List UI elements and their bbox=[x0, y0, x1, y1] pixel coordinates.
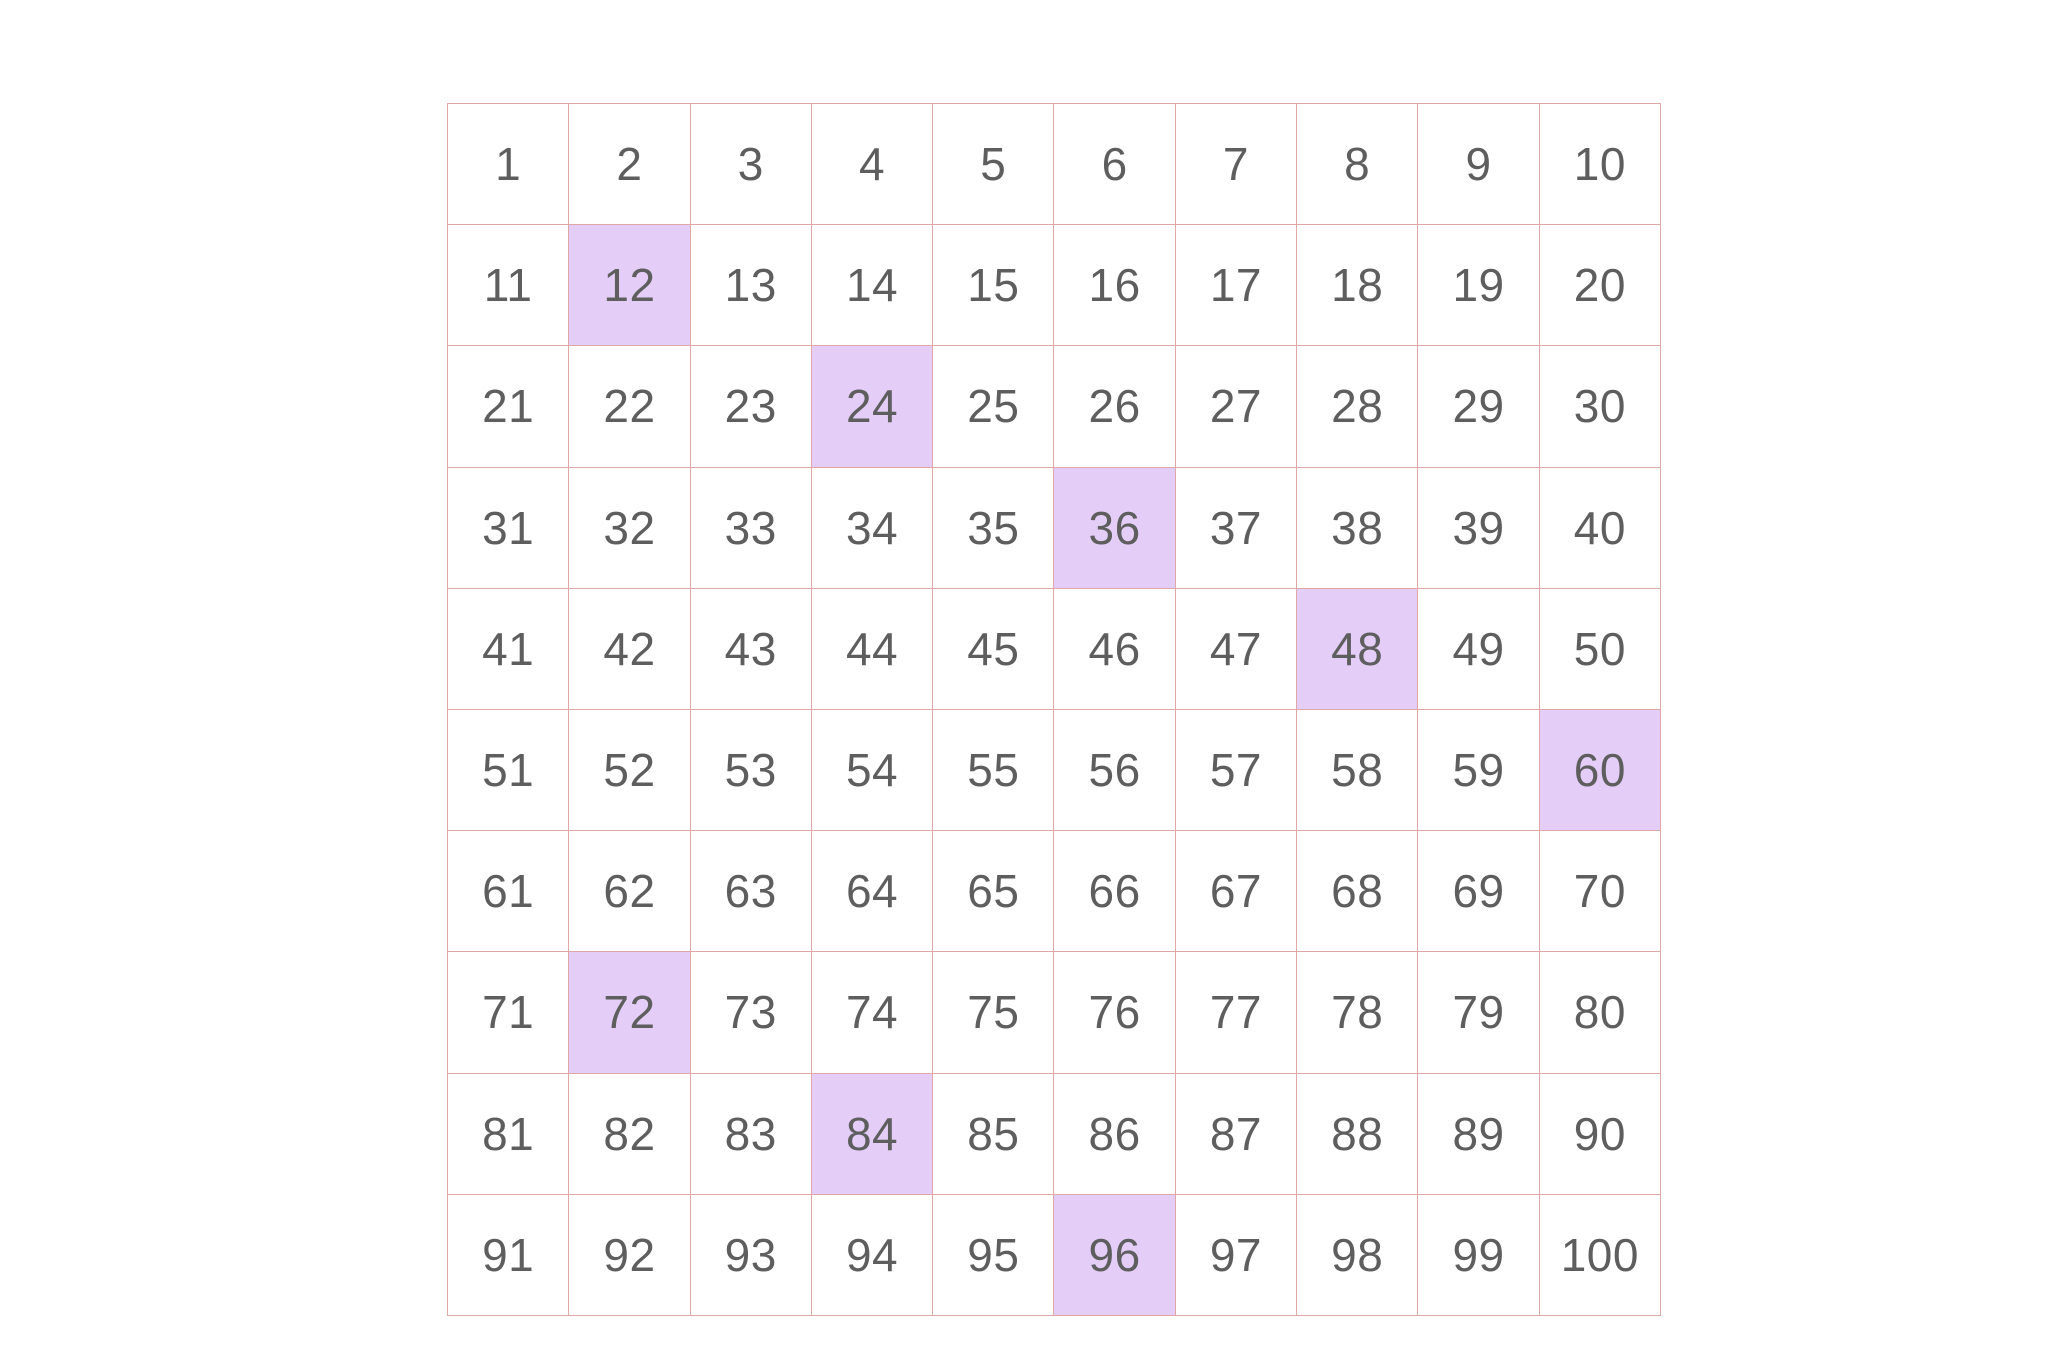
number-cell-18[interactable]: 18 bbox=[1297, 225, 1418, 346]
number-cell-92[interactable]: 92 bbox=[569, 1194, 690, 1315]
number-grid-row bbox=[448, 467, 1661, 588]
number-cell-42[interactable]: 42 bbox=[569, 588, 690, 709]
number-cell-70[interactable]: 70 bbox=[1539, 831, 1660, 952]
number-cell-86[interactable]: 86 bbox=[1054, 1073, 1175, 1194]
number-cell-59[interactable]: 59 bbox=[1418, 709, 1539, 830]
number-grid-row bbox=[448, 588, 1661, 709]
number-cell-27[interactable]: 27 bbox=[1175, 346, 1296, 467]
number-cell-36[interactable]: 36 bbox=[1054, 467, 1175, 588]
number-cell-82[interactable]: 82 bbox=[569, 1073, 690, 1194]
number-cell-45[interactable]: 45 bbox=[933, 588, 1054, 709]
number-grid bbox=[447, 103, 1661, 1316]
number-cell-28[interactable]: 28 bbox=[1297, 346, 1418, 467]
number-cell-83[interactable]: 83 bbox=[690, 1073, 811, 1194]
number-cell-5[interactable]: 5 bbox=[933, 104, 1054, 225]
number-cell-76[interactable]: 76 bbox=[1054, 952, 1175, 1073]
number-cell-90[interactable]: 90 bbox=[1539, 1073, 1660, 1194]
number-cell-35[interactable]: 35 bbox=[933, 467, 1054, 588]
number-cell-11[interactable]: 11 bbox=[448, 225, 569, 346]
number-cell-31[interactable]: 31 bbox=[448, 467, 569, 588]
number-cell-79[interactable]: 79 bbox=[1418, 952, 1539, 1073]
number-grid-container bbox=[447, 103, 1639, 1285]
number-cell-100[interactable]: 100 bbox=[1539, 1194, 1660, 1315]
number-cell-22[interactable]: 22 bbox=[569, 346, 690, 467]
number-cell-3[interactable]: 3 bbox=[690, 104, 811, 225]
number-grid-body bbox=[448, 104, 1661, 1316]
number-cell-69[interactable]: 69 bbox=[1418, 831, 1539, 952]
number-cell-23[interactable]: 23 bbox=[690, 346, 811, 467]
number-cell-91[interactable]: 91 bbox=[448, 1194, 569, 1315]
number-cell-9[interactable]: 9 bbox=[1418, 104, 1539, 225]
number-cell-24[interactable]: 24 bbox=[811, 346, 932, 467]
number-cell-97[interactable]: 97 bbox=[1175, 1194, 1296, 1315]
number-cell-33[interactable]: 33 bbox=[690, 467, 811, 588]
number-grid-row bbox=[448, 1194, 1661, 1315]
number-cell-32[interactable]: 32 bbox=[569, 467, 690, 588]
number-cell-95[interactable]: 95 bbox=[933, 1194, 1054, 1315]
number-cell-77[interactable]: 77 bbox=[1175, 952, 1296, 1073]
number-cell-38[interactable]: 38 bbox=[1297, 467, 1418, 588]
number-grid-row bbox=[448, 709, 1661, 830]
number-cell-29[interactable]: 29 bbox=[1418, 346, 1539, 467]
number-cell-67[interactable]: 67 bbox=[1175, 831, 1296, 952]
number-cell-72[interactable]: 72 bbox=[569, 952, 690, 1073]
number-grid-row bbox=[448, 346, 1661, 467]
number-cell-37[interactable]: 37 bbox=[1175, 467, 1296, 588]
number-cell-80[interactable]: 80 bbox=[1539, 952, 1660, 1073]
number-cell-78[interactable]: 78 bbox=[1297, 952, 1418, 1073]
number-cell-99[interactable]: 99 bbox=[1418, 1194, 1539, 1315]
number-cell-57[interactable]: 57 bbox=[1175, 709, 1296, 830]
number-cell-50[interactable]: 50 bbox=[1539, 588, 1660, 709]
number-cell-68[interactable]: 68 bbox=[1297, 831, 1418, 952]
number-cell-8[interactable]: 8 bbox=[1297, 104, 1418, 225]
number-cell-81[interactable]: 81 bbox=[448, 1073, 569, 1194]
number-cell-52[interactable]: 52 bbox=[569, 709, 690, 830]
number-cell-58[interactable]: 58 bbox=[1297, 709, 1418, 830]
number-cell-75[interactable]: 75 bbox=[933, 952, 1054, 1073]
number-cell-53[interactable]: 53 bbox=[690, 709, 811, 830]
number-cell-17[interactable]: 17 bbox=[1175, 225, 1296, 346]
number-cell-7[interactable]: 7 bbox=[1175, 104, 1296, 225]
number-cell-62[interactable]: 62 bbox=[569, 831, 690, 952]
number-cell-34[interactable]: 34 bbox=[811, 467, 932, 588]
number-grid-row bbox=[448, 104, 1661, 225]
number-cell-20[interactable]: 20 bbox=[1539, 225, 1660, 346]
number-cell-14[interactable]: 14 bbox=[811, 225, 932, 346]
number-cell-21[interactable]: 21 bbox=[448, 346, 569, 467]
number-cell-74[interactable]: 74 bbox=[811, 952, 932, 1073]
number-cell-26[interactable]: 26 bbox=[1054, 346, 1175, 467]
number-cell-25[interactable]: 25 bbox=[933, 346, 1054, 467]
number-cell-16[interactable]: 16 bbox=[1054, 225, 1175, 346]
number-cell-84[interactable]: 84 bbox=[811, 1073, 932, 1194]
number-cell-30[interactable]: 30 bbox=[1539, 346, 1660, 467]
number-cell-93[interactable]: 93 bbox=[690, 1194, 811, 1315]
number-grid-row bbox=[448, 1073, 1661, 1194]
number-cell-40[interactable]: 40 bbox=[1539, 467, 1660, 588]
number-cell-1[interactable]: 1 bbox=[448, 104, 569, 225]
number-cell-48[interactable]: 48 bbox=[1297, 588, 1418, 709]
number-cell-60[interactable]: 60 bbox=[1539, 709, 1660, 830]
number-cell-56[interactable]: 56 bbox=[1054, 709, 1175, 830]
number-cell-85[interactable]: 85 bbox=[933, 1073, 1054, 1194]
number-cell-73[interactable]: 73 bbox=[690, 952, 811, 1073]
number-cell-55[interactable]: 55 bbox=[933, 709, 1054, 830]
number-cell-46[interactable]: 46 bbox=[1054, 588, 1175, 709]
number-cell-66[interactable]: 66 bbox=[1054, 831, 1175, 952]
number-cell-65[interactable]: 65 bbox=[933, 831, 1054, 952]
number-cell-15[interactable]: 15 bbox=[933, 225, 1054, 346]
number-cell-96[interactable]: 96 bbox=[1054, 1194, 1175, 1315]
number-cell-6[interactable]: 6 bbox=[1054, 104, 1175, 225]
number-cell-64[interactable]: 64 bbox=[811, 831, 932, 952]
number-cell-98[interactable]: 98 bbox=[1297, 1194, 1418, 1315]
number-grid-row bbox=[448, 952, 1661, 1073]
number-cell-49[interactable]: 49 bbox=[1418, 588, 1539, 709]
number-cell-88[interactable]: 88 bbox=[1297, 1073, 1418, 1194]
number-cell-41[interactable]: 41 bbox=[448, 588, 569, 709]
number-grid-row bbox=[448, 225, 1661, 346]
number-cell-10[interactable]: 10 bbox=[1539, 104, 1660, 225]
number-cell-13[interactable]: 13 bbox=[690, 225, 811, 346]
number-cell-2[interactable]: 2 bbox=[569, 104, 690, 225]
number-grid-row bbox=[448, 831, 1661, 952]
number-cell-63[interactable]: 63 bbox=[690, 831, 811, 952]
number-cell-44[interactable]: 44 bbox=[811, 588, 932, 709]
number-cell-87[interactable]: 87 bbox=[1175, 1073, 1296, 1194]
number-cell-89[interactable]: 89 bbox=[1418, 1073, 1539, 1194]
number-cell-61[interactable]: 61 bbox=[448, 831, 569, 952]
number-cell-47[interactable]: 47 bbox=[1175, 588, 1296, 709]
number-cell-94[interactable]: 94 bbox=[811, 1194, 932, 1315]
number-cell-12[interactable]: 12 bbox=[569, 225, 690, 346]
number-cell-43[interactable]: 43 bbox=[690, 588, 811, 709]
number-cell-19[interactable]: 19 bbox=[1418, 225, 1539, 346]
number-cell-71[interactable]: 71 bbox=[448, 952, 569, 1073]
number-cell-39[interactable]: 39 bbox=[1418, 467, 1539, 588]
number-cell-51[interactable]: 51 bbox=[448, 709, 569, 830]
number-cell-54[interactable]: 54 bbox=[811, 709, 932, 830]
number-cell-4[interactable]: 4 bbox=[811, 104, 932, 225]
